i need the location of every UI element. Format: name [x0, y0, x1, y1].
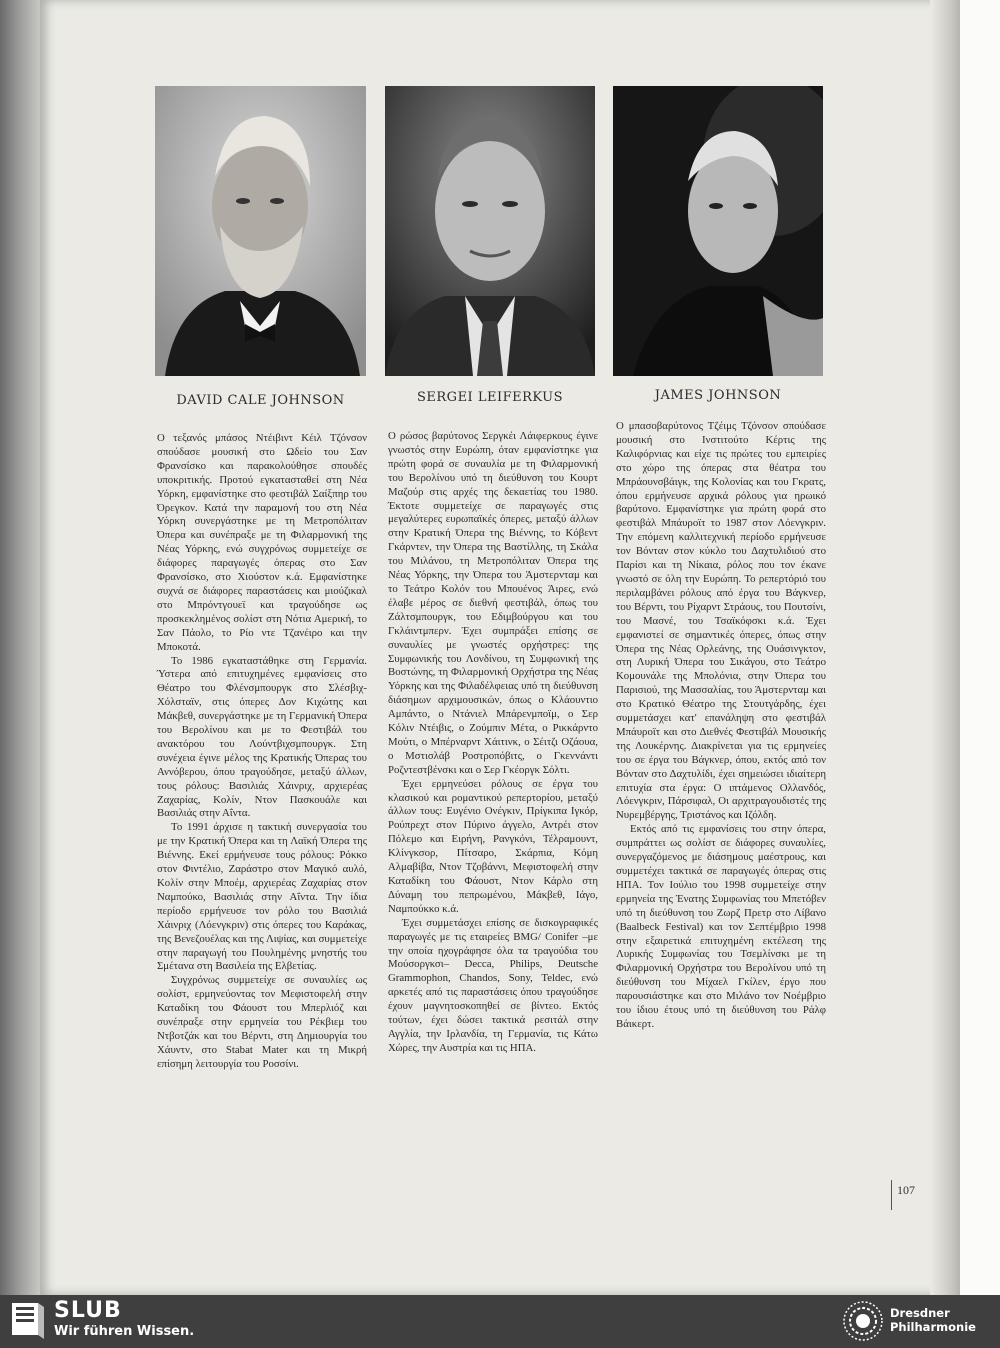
paragraph: Συγχρόνως συμμετείχε σε συναυλίες ως σολίστ, ερμηνεύοντας τον Μεφιστοφελή στην Καταδίκη του Φάουστ του Μπερλιόζ και συνέπραξε στην ερμηνεία του Ρέκβιεμ του Ντβοτζάκ και του Βέρντι, στη Δημιουργία του Χάυντν, στο Stabat Mater και τη Μικρή επίσημη λειτουργία του Ροσσίνι. [157, 974, 367, 1070]
paragraph: Το 1991 άρχισε η τακτική συνεργασία του με την Κρατική Όπερα και τη Λαϊκή Όπερα της Βιέννης. Εκεί ερμήνευσε τους ρόλους: Ρόκκο στον Φιντέλιο, Ζαράστρο στον Μαγικό αυλό, Κολίν στην Μποέμ, αρχιερέας Ζαχαρίας στον Ναμπούκο, Βασιλιάς στην Αΐντα. Την ίδια περίοδο ερμήνευσε τον ρόλο του Βασιλιά Χάινριχ (Λόενγκριν) στις όπερες του Καράκας, της Βενεζουέλας και της Λιψίας, και συμμετείχε στην παραγωγή του Πουλημένης μνηστής του Σμέτανα στη Βασιλεία της Ελβετίας. [157, 821, 367, 973]
artist-name-1: DAVID CALE JOHNSON [176, 393, 345, 408]
paragraph: Εκτός από τις εμφανίσεις του στην όπερα, συμπράττει ως σολίστ σε διάφορες συναυλίες, συνεργαζόμενος με διάσημους μαέστρους, και συμμετέχει τακτικά σε παραγωγές όπερας στις ΗΠΑ. Τον Ιούλιο του 1998 συμμετείχε στην ερμηνεία της Ένατης Συμφωνίας του Μπετόβεν υπό τη διεύθυνση του Ζωρζ Πρετρ στο Λίβανο (Baalbeck Festival) και τον Σεπτέμβριο 1998 στην εξαιρετικά επιτυχημένη εκτέλεση της Λυρικής Συμφωνίας του Τσεμλίνσκι με τη Φιλαρμονική Ορχήστρα του Βερολίνου υπό τη διεύθυνση του Μίχαελ Γκίλεν, έργο που παρουσιάστηκε και στο Μιλάνο τον Νοέμβριο του ίδιου έτους υπό τη διεύθυνση του Ράλφ Βάικερτ. [616, 823, 826, 1030]
paragraph: Το 1986 εγκαταστάθηκε στη Γερμανία. Ύστερα από επιτυχημένες εμφανίσεις στο Θέατρο του Φλένσμπουργκ στο Σλέσβιχ-Χόλσταϊν, στις όπερες Δον Κιχώτης και Μάκβεθ, συνεργάστηκε με τη Γερμανική Όπερα του Βερολίνου και με το Φεστιβάλ του ανακτόρου του Λούντβιχσμπουργκ. Στη συνέχεια έγινε μέλος της Κρατικής Όπερας του Αννόβερου, όπου τραγούδησε, μεταξύ άλλων, τους ρόλους: Βασιλιάς Χάινριχ, αρχιερέας Ζαχαρίας, Κολίν, Ντον Πασκουάλε και Βασιλιάς στην Αΐντα. [157, 654, 367, 820]
artist-name-2: SERGEI LEIFERKUS [417, 390, 563, 405]
paragraph: Ο τεξανός μπάσος Ντέιβιντ Κέιλ Τζόνσον σπούδασε μουσική στο Ωδείο του Σαν Φρανσίσκο και παρακολούθησε σπουδές υποκριτικής. Προτού εγκατασταθεί στη Νέα Υόρκη, εμφανίστηκε στο φεστιβάλ Σαίξπηρ του Όρεγκον. Κατά την παραμονή του στη Νέα Υόρκη συνεργάστηκε με τη Μετροπόλιταν Όπερα και συνέπραξε με τη Φιλαρμονική της Νέας Υόρκης, ενώ συγχρόνως συμμετείχε σε διάφορες παραγωγές όπερας στο Σαν Φρανσίσκο, στο Χιούστον κ.ά. Εμφανίστηκε συχνά σε διάφορες παραστάσεις και μιούζικαλ στο Μπρόντγουεϊ και τραγούδησε ως προσκεκλημένος σολίστ στη Νότια Αμερική, το Σαν Πάολο, το Ρίο ντε Τζανέιρο και την Μποκοτά. [157, 432, 367, 653]
dresdner-philharmonie-logo-icon [842, 1300, 884, 1342]
slub-brand: SLUB [54, 1298, 122, 1323]
slub-logo-icon [12, 1303, 44, 1339]
brand-line-1: Dresdner [890, 1306, 950, 1320]
portrait-photo-sergei-leiferkus [385, 86, 595, 376]
portrait-photo-james-johnson [613, 86, 823, 376]
slub-tagline: Wir führen Wissen. [54, 1324, 195, 1339]
brand-line-2: Philharmonie [890, 1320, 976, 1334]
paragraph: Έχει ερμηνεύσει ρόλους σε έργα του κλασικού και ρομαντικού ρεπερτορίου, μεταξύ άλλων τους: Ευγένιο Ονέγκιν, Πρίγκιπα Ιγκόρ, Ρούπρεχτ στον Πύρινο άγγελο, Αντρέι στον Πόλεμο και Ειρήνη, Ρανγκόνι, Τέλραμουντ, Κλίνγκσορ, Πίτσαρο, Σκάρπια, Κόμη Αλμαβίβα, Ντον Τζοβάννι, Μεφιστοφελή στην Καταδίκη του Φάουστ, Ντον Κάρλο στη Δύναμη του πεπρωμένου, Μάκβεθ, Ιάγο, Ναμπούκκο κ.ά. [388, 777, 598, 915]
text-column-3 [616, 420, 826, 1032]
page-right-edge [930, 0, 960, 1295]
text-column-2 [388, 430, 598, 1056]
portrait-photo-david-cale-johnson [155, 86, 366, 376]
paragraph: Ο ρώσος βαρύτονος Σεργκέι Λάιφερκους έγινε γνωστός στην Ευρώπη, όταν εμφανίστηκε για πρώτη φορά σε συναυλία με τη Φιλαρμονική του Βερολίνου υπό τη διεύθυνση του Κουρτ Μαζούρ στις αρχές της δεκαετίας του 1980. Έκτοτε συμμετείχε σε παραγωγές στις μεγαλύτερες ευρωπαϊκές όπερες, μεταξύ άλλων στην Κρατική Όπερα της Βιέννης, το Κόβεντ Γκάρντεν, την Όπερα της Βαστίλλης, τη Σκάλα του Μιλάνου, τη Μετροπόλιταν Όπερα της Νέας Υόρκης, την Όπερα του Άμστερνταμ και το Τεάτρο Κολόν του Μπουένος Άιρες, ενώ έλαβε μέρος σε διεθνή φεστιβάλ, όπως του Ζάλτσμπουργκ, του Εδιμβούργου και του Γκλάιντμπερν. Έχει συμπράξει επίσης σε συναυλίες με γνωστές ορχήστρες: της Συμφωνικής του Λονδίνου, τη Συμφωνική της Βοστώνης, τη Φιλαρμονική Ορχήστρα της Νέας Υόρκης και της Φιλαδέλφειας υπό τη διεύθυνση διάσημων αρχιμουσικών, όπως ο Κλάουντιο Αμπάντο, ο Ντάνιελ Μπάρενμποϊμ, ο Σερ Κόλιν Ντέιβις, ο Ζούμπιν Μέτα, ο Ρικκάρντο Μούτι, ο Μπέρναρντ Χάιτινκ, ο Σέιτζι Οζάουα, ο Μστισλάβ Ροστροπόβιτς, ο Γκενvάντι Ροζντεστβένσκι και ο Σερ Γκέοργκ Σόλτι. [388, 430, 598, 776]
dresdner-philharmonie-brand [890, 1306, 976, 1334]
artist-name-3: JAMES JOHNSON [654, 388, 782, 403]
text-column-1 [157, 432, 367, 1072]
page-number: 107 [897, 1183, 915, 1197]
footer-bar [0, 1295, 1000, 1348]
scan-right-margin [960, 0, 1000, 1295]
paragraph: Ο μπασοβαρύτονος Τζέιμς Τζόνσον σπούδασε μουσική στο Ινστιτούτο Κέρτις της Καλιφόρνιας και είχε τις πρώτες του εμπειρίες στο χώρο της όπερας στα θέατρα του Μπράουνσβάιγκ, της Κολονίας και του Γκρατς, όπου ερμήνευσε αρχικά ρόλους για ηρωικό βαρύτονο. Εμφανίστηκε για πρώτη φορά στο φεστιβάλ Μπάυροϊτ το 1987 στον Λόενγκριν. Την επόμενη καλλιτεχνική περίοδο ερμήνευσε τον Βόνταν στον κύκλο του Δαχτυλιδιού στο Παρίσι και τη Νίκαια, ρόλος που τον έκανε γνωστό σε όλη την Ευρώπη. Το ρεπερτόριό του περιλαμβάνει ρόλους από έργα του Βάγκνερ, του Βέρντι, του Ρίχαρντ Στράους, του Πουτσίνι, του Μασνέ, του Τσαϊκόφσκι κ.ά. Έχει εμφανιστεί σε σημαντικές όπερες, όπως στην Όπερα της Νέας Ορλεάνης, της Ουάσινγκτον, στη Λυρική Όπερα του Σικάγου, στο Τεάτρο Κομουνάλε της Μπολόνια, στην Όπερα του Παρισιού, της Μασσαλίας, του Άμστερνταμ και στο Κρατικό Θέατρο της Στουτγάρδης, έχει συμμετάσχει κατ' επανάληψη στο φεστιβάλ Μπάυροϊτ και στο Διεθνές Φεστιβάλ Μουσικής της Λουκέρνης. Διακρίνεται για τις ερμηνείες του σε έργα του Βάγκνερ, όπου, εκτός από τον Βόνταν στο Δαχτυλίδι, έχει σημειώσει ιδιαίτερη επιτυχία στα έργα: Ο ιπτάμενος Ολλανδός, Λόενγκριν, Πάρσιφαλ, Οι αρχιτραγουδιστές της Νυρεμβέργης, Τριστάνος και Ιζόλδη. [616, 420, 826, 822]
paragraph: Έχει συμμετάσχει επίσης σε δισκογραφικές παραγωγές με τις εταιρείες BMG/ Conifer –με την οποία ηχογράφησε όλα τα τραγούδια του Μούσοργκσι– Decca, Philips, Deutsche Grammophon, Chandos, Sony, Teldec, ενώ αρκετές από τις παραστάσεις όπου τραγούδησε έχουν μαγνητοσκοπηθεί σε βίντεο. Εκτός τούτων, έχει δώσει τακτικά ρεσιτάλ στην Αγγλία, την Ιρλανδία, τη Γερμανία, τις Κάτω Χώρες, την Αυστρία και τις ΗΠΑ. [388, 916, 598, 1054]
page-number-rule [891, 1180, 892, 1210]
